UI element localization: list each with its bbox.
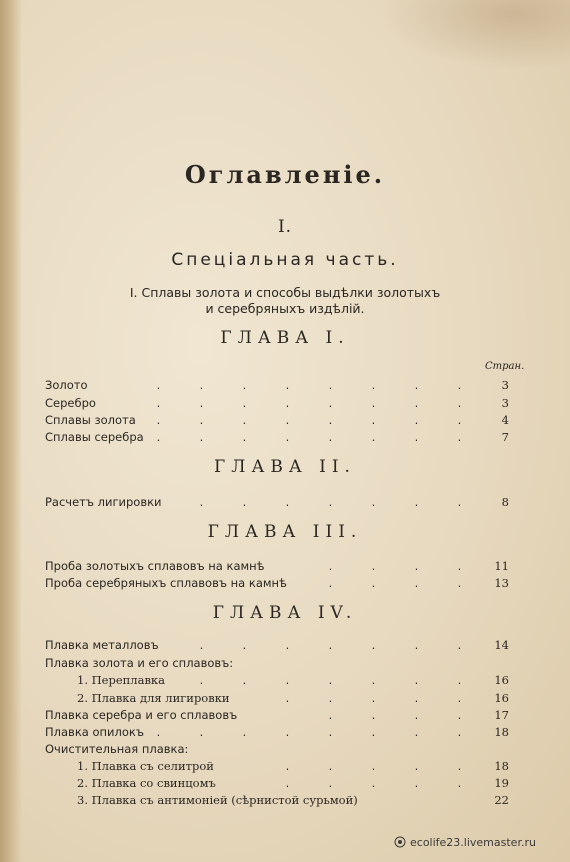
leader-dots: . . . . . . . .	[156, 378, 462, 392]
toc-entry[interactable]	[45, 707, 513, 723]
leader-dots: . . . . . . .	[199, 673, 462, 687]
toc-entry-page: 18	[494, 725, 509, 739]
leader-dots: . . . .	[328, 559, 462, 573]
toc-entry-label: Плавка металловъ	[45, 638, 159, 652]
part-title: Спеціальная часть.	[171, 250, 399, 270]
toc-entry[interactable]	[45, 377, 513, 393]
toc-entry-label: Проба золотыхъ сплавовъ на камнѣ	[45, 559, 265, 573]
toc-entry-label: 1. Переплавка	[77, 673, 165, 687]
page-column-label: Стран.	[485, 361, 525, 372]
leader-dots: . . . . . . .	[199, 495, 462, 509]
toc-entry-label: Серебро	[45, 396, 96, 410]
toc-entry-label: Очистительная плавка:	[45, 742, 189, 756]
toc-entry-page: 3	[501, 396, 509, 410]
toc-entry-page: 16	[494, 673, 509, 687]
page-stain	[380, 0, 570, 70]
leader-dots: . . . . . . . .	[156, 396, 462, 410]
toc-entry-label: Плавка опилокъ	[45, 725, 144, 739]
toc-entry[interactable]	[45, 637, 513, 653]
toc-entry-label: Сплавы серебра	[45, 430, 144, 444]
toc-entry-page: 17	[494, 708, 509, 722]
toc-entry[interactable]	[45, 558, 513, 574]
leader-dots: . . . . .	[285, 759, 462, 773]
leader-dots: . . . . . . . .	[156, 413, 462, 427]
toc-entry[interactable]	[45, 395, 513, 411]
toc-entry-label: 2. Плавка для лигировки	[77, 691, 230, 705]
toc-entry-page: 18	[494, 759, 509, 773]
toc-entry-page: 22	[494, 793, 509, 807]
toc-subheading	[45, 741, 513, 757]
toc-entry-label: Расчетъ лигировки	[45, 495, 162, 509]
toc-entry[interactable]	[45, 575, 513, 591]
toc-entry[interactable]	[45, 429, 513, 445]
toc-entry-page: 11	[494, 559, 509, 573]
toc-entry-label: Сплавы золота	[45, 413, 136, 427]
toc-subheading	[45, 655, 513, 671]
page-spine-shadow	[0, 0, 22, 862]
toc-entry-page: 8	[501, 495, 509, 509]
toc-entry[interactable]	[45, 792, 513, 808]
leader-dots: . . . .	[328, 708, 462, 722]
toc-entry-label: Золото	[45, 378, 88, 392]
toc-entry[interactable]	[45, 494, 513, 510]
toc-entry-page: 7	[501, 430, 509, 444]
toc-entry-label: Плавка золота и его сплавовъ:	[45, 656, 234, 670]
toc-entry-page: 13	[494, 576, 509, 590]
section-title-line1: I. Сплавы золота и способы выдѣлки золотыхъ	[129, 285, 441, 300]
toc-entry-label: 1. Плавка съ селитрой	[77, 759, 214, 773]
toc-entry[interactable]	[45, 775, 513, 791]
leader-dots: . . . .	[328, 576, 462, 590]
chapter-4-heading: ГЛАВА IV.	[212, 603, 358, 623]
leader-dots: . . . . .	[285, 691, 462, 705]
leader-dots: . . . . . . .	[199, 638, 462, 652]
toc-entry-page: 3	[501, 378, 509, 392]
chapter-3-heading: ГЛАВА III.	[207, 522, 363, 542]
watermark-text: ecolife23.livemaster.ru	[410, 836, 536, 849]
toc-entry-page: 4	[501, 413, 509, 427]
watermark-logo-icon	[394, 836, 406, 848]
chapter-2-heading: ГЛАВА II.	[214, 457, 356, 477]
toc-entry[interactable]	[45, 672, 513, 688]
leader-dots: . . . . .	[285, 776, 462, 790]
toc-entry-label: Плавка серебра и его сплавовъ	[45, 708, 238, 722]
toc-entry[interactable]	[45, 412, 513, 428]
toc-entry[interactable]	[45, 724, 513, 740]
section-title	[0, 285, 570, 317]
toc-entry-page: 16	[494, 691, 509, 705]
chapter-1-heading: ГЛАВА I.	[220, 328, 350, 348]
toc-entry[interactable]	[45, 690, 513, 706]
toc-entry-page: 14	[494, 638, 509, 652]
page-title: Оглавленіе.	[184, 160, 386, 189]
section-title-line2: и серебряныхъ издѣлій.	[205, 301, 365, 316]
toc-entry-label: 2. Плавка со свинцомъ	[77, 776, 216, 790]
leader-dots: . . . . . . . .	[156, 725, 462, 739]
leader-dots: . . . . . . . .	[156, 430, 462, 444]
toc-entry[interactable]	[45, 758, 513, 774]
toc-entry-page: 19	[494, 776, 509, 790]
part-number: I.	[277, 217, 293, 237]
toc-entry-label: Проба серебряныхъ сплавовъ на камнѣ	[45, 576, 287, 590]
toc-entry-label: 3. Плавка съ антимоніей (сѣрнистой сурьмой)	[77, 793, 358, 807]
